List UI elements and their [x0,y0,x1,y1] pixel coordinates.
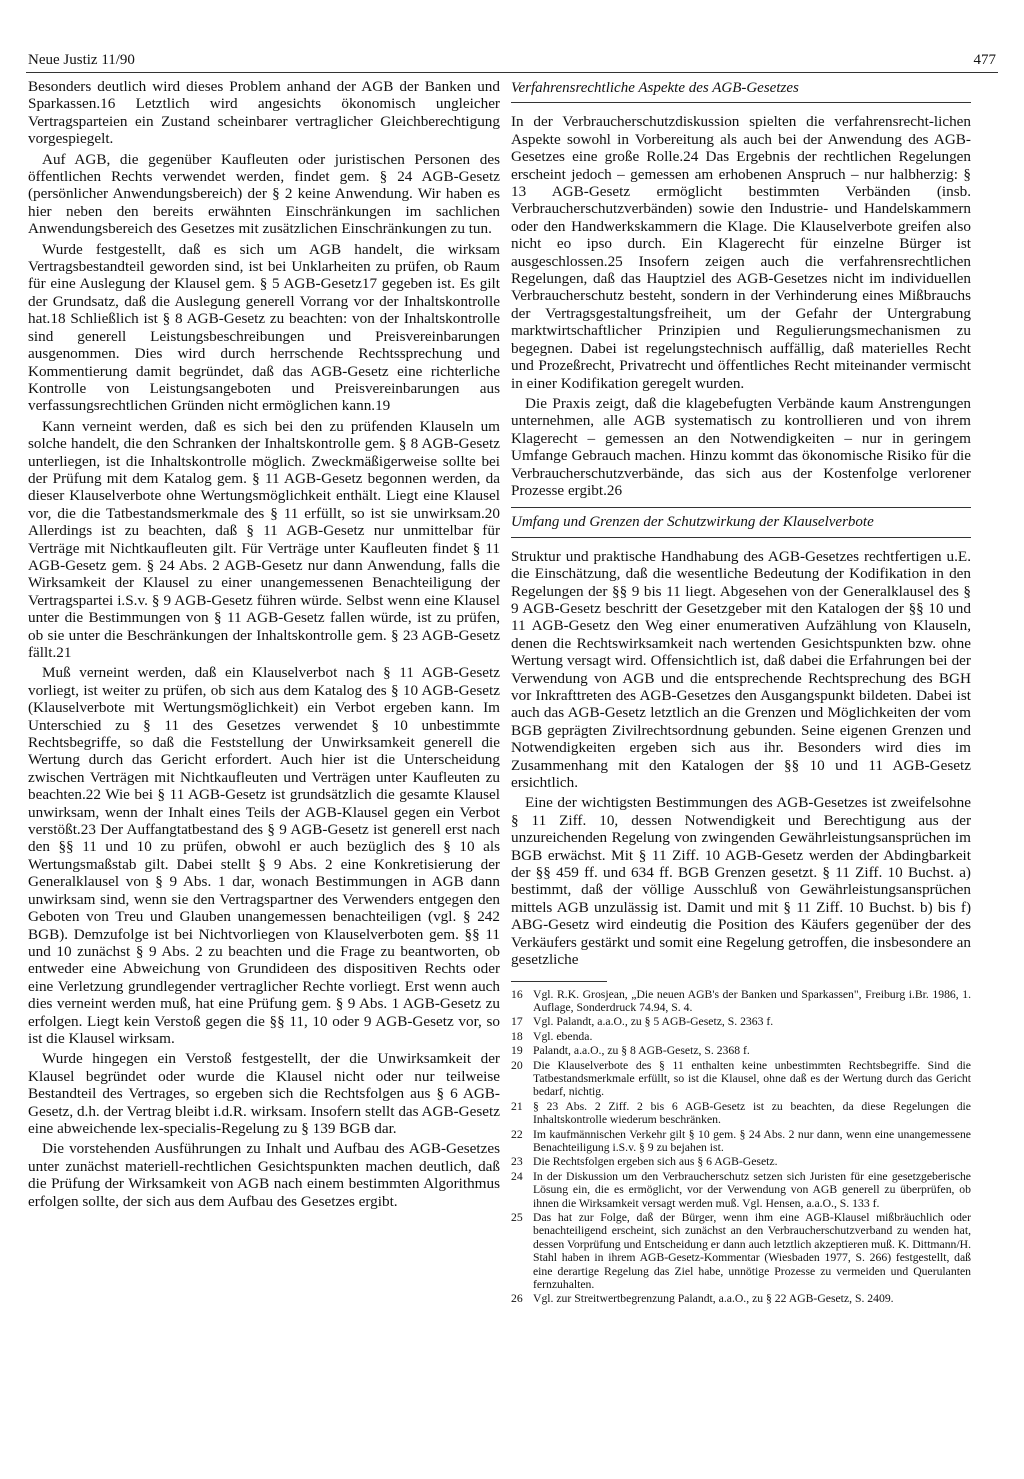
paragraph: Besonders deutlich wird dieses Problem anhand der AGB der Banken und Sparkassen.16 Letztlich wird angesichts ökonomisch ungleicher Vertragsparteien ein Zustand scheinbarer vertraglicher Gleichberechtigung vorgespiegelt. [28,78,500,148]
paragraph: Muß verneint werden, daß ein Klauselverbot nach § 11 AGB-Gesetz vorliegt, ist weiter zu prüfen, ob sich aus dem Katalog des § 10 AGB-Gesetz (Klauselverbote mit Wertungsmöglichkeit) ein Verbot ergeben kann. Im Unterschied zu § 11 des Gesetzes verwendet § 10 unbestimmte Rechtsbegriffe, so daß die Feststellung der Unwirksamkeit generell die Wertung durch das Gericht erfordert. Auch hier ist die Unterscheidung zwischen Verträgen mit Nichtkaufleuten und Verträgen unter Kaufleuten zu beachten.22 Wie bei § 11 AGB-Gesetz ist grundsätzlich die gesamte Klausel unwirksam, wenn der Inhalt eines Teils der AGB-Klausel gegen ein Verbot verstößt.23 Der Auffangtatbestand des § 9 AGB-Gesetz ist generell erst nach den §§ 11 und 10 zu prüfen, obwohl er auch bezüglich des § 10 als Wertungsmaßstab gilt. Dabei stellt § 9 Abs. 2 eine Konkretisierung der Generalklausel von § 9 Abs. 1 dar, wonach Bestimmungen in AGB dann unwirksam sind, wenn sie den Vertragspartner des Verwenders entgegen den Geboten von Treu und Glauben unangemessen benachteiligen (vgl. § 242 BGB). Demzufolge ist bei Nichtvorliegen von Klauselverboten gem. §§ 11 und 10 zunächst § 9 Abs. 2 zu beachten und die Frage zu beantworten, ob entweder eine Abweichung von Grundideen des dispositiven Rechts oder eine Verletzung grundlegender vertraglicher Rechte vorliegt. Erst wenn auch dies verneint werden muß, hat eine Prüfung gem. § 9 Abs. 1 AGB-Gesetz zu erfolgen. Liegt kein Verstoß gegen die §§ 11, 10 oder 9 AGB-Gesetz vor, so ist die Klausel wirksam. [28,664,500,1047]
section-heading: Umfang und Grenzen der Schutzwirkung der Klauselverbote [511,507,971,537]
footnote: 21 § 23 Abs. 2 Ziff. 2 bis 6 AGB-Gesetz ist zu beachten, da diese Regelungen die Inhaltskontrolle wiederum beschränken. [511,1099,971,1127]
left-column [28,78,500,1213]
right-column [511,78,971,1307]
paragraph: Wurde hingegen ein Verstoß festgestellt, der die Unwirksamkeit der Klausel begründet oder wurde die Klausel nicht oder nur teilweise Bestandteil des Vertrages, so ergeben sich die Rechtsfolgen aus § 6 AGB-Gesetz, d.h. der Vertrag bleibt i.d.R. wirksam. Insofern stellt das AGB-Gesetz eine abweichende lex-specialis-Regelung zu § 139 BGB dar. [28,1050,500,1137]
paragraph: Die vorstehenden Ausführungen zu Inhalt und Aufbau des AGB-Gesetzes unter zunächst materiell-rechtlichen Gesichtspunkten machen deutlich, daß die Prüfung der Wirksamkeit von AGB nach einem bestimmten Algorithmus erfolgen sollte, der sich aus dem Aufbau des Gesetzes ergibt. [28,1140,500,1210]
footnote: 19 Palandt, a.a.O., zu § 8 AGB-Gesetz, S. 2368 f. [511,1044,750,1058]
section-heading: Verfahrensrechtliche Aspekte des AGB-Gesetzes [511,78,971,103]
footnote: 25 Das hat zur Folge, daß der Bürger, wenn ihm eine AGB-Klausel mißbräuchlich oder benachteiligend erscheint, sich zunächst an den Verbraucherschutzverband zu wenden hat, dessen Vorprüfung und Entscheidung er dann auch letztlich akzeptieren muß. K. Dittmann/H. Stahl haben in ihrem AGB-Gesetz-Kommentar (Wiesbaden 1977, S. 266) festgestellt, daß eine derartige Regelung das Ziel habe, unnötige Prozesse zu vermeiden und Querulanten fernzuhalten. [511,1211,971,1292]
footnote: 17 Vgl. Palandt, a.a.O., zu § 5 AGB-Gesetz, S. 2363 f. [511,1015,774,1029]
footnote: 18 Vgl. ebenda. [511,1029,593,1043]
paragraph: Auf AGB, die gegenüber Kaufleuten oder juristischen Personen des öffentlichen Rechts verwendet werden, findet gem. § 24 AGB-Gesetz (persönlicher Anwendungsbereich) der § 2 keine Anwendung. Wir haben es hier neben den bereits erwähnten Einschränkungen im sachlichen Anwendungsbereich des Gesetzes mit zusätzlichen Einschränkungen zu tun. [28,150,500,238]
footnotes [511,977,971,1306]
paragraph: Struktur und praktische Handhabung des AGB-Gesetzes rechtfertigen u.E. die Einschätzung, daß die wesentliche Bedeutung der Kodifikation in den Regelungen der §§ 9 bis 11 liegt. Abgesehen von der Generalklausel des § 9 AGB-Gesetz beschritt der Gesetzgeber mit den Katalogen der §§ 10 und 11 AGB-Gesetz den Weg einer enumerativen Aufzählung von Klauseln, denen die Rechtswirksamkeit nach wertenden Gesichtspunkten bzw. ohne Wertung versagt wird. Offensichtlich ist, daß dabei die Erfahrungen bei der Verwendung von AGB und die entsprechende Rechtsprechung des BGH vor Inkrafttreten des AGB-Gesetzes den Ausgangspunkt bildeten. Dabei ist auch das AGB-Gesetz letztlich an die Grenzen und Möglichkeiten der vom BGB geprägten Zivilrechtsordnung gebunden. Seine eigenen Grenzen und Notwendigkeiten ergeben sich aus ihr. Besonders wird dies im Zusammenhang mit den Katalogen der §§ 10 und 11 AGB-Gesetz ersichtlich. [511,547,971,792]
paragraph: Kann verneint werden, daß es sich bei den zu prüfenden Klauseln um solche handelt, die den Schranken der Inhaltskontrolle gem. § 8 AGB-Gesetz unterliegen, ist die Inhaltskontrolle möglich. Zweckmäßigerweise sollte bei der Prüfung mit dem Katalog gem. § 11 AGB-Gesetz begonnen werden, da dieser Klauselverbote ohne Wertungsmöglichkeit enthält. Liegt eine Klausel vor, die die Tatbestandsmerkmale des § 11 erfüllt, so ist sie unwirksam.20 Allerdings ist zu beachten, daß § 11 AGB-Gesetz nur unmittelbar für Verträge mit Nichtkaufleuten gilt. Für Verträge unter Kaufleuten findet § 11 AGB-Gesetz gem. § 24 Abs. 2 AGB-Gesetz nur dann Anwendung, falls die Wirksamkeit der Klausel zu einer unangemessenen Benachteiligung der Vertragspartei i.S.v. § 9 AGB-Gesetz führen würde. Selbst wenn eine Klausel unter die Bestimmungen von § 11 AGB-Gesetz fallen würde, ist zu prüfen, ob sie unter die Beschränkungen der Inhaltskontrolle gem. § 23 AGB-Gesetz fällt.21 [28,417,500,661]
footnote: 20 Die Klauselverbote des § 11 enthalten keine unbestimmten Rechtsbegriffe. Sind die Tatbestandsmerkmale erfüllt, so ist die Klausel, ohne daß es der Wertung durch das Gericht bedarf, nichtig. [511,1058,971,1099]
footnote-rule [511,981,607,982]
page-number: 477 [973,52,996,68]
footnote: 22 Im kaufmännischen Verkehr gilt § 10 gem. § 24 Abs. 2 nur dann, wenn eine unangemessene Benachteiligung i.S.v. § 9 zu bejahen ist. [511,1127,971,1154]
footnote: 26 Vgl. zur Streitwertbegrenzung Palandt, a.a.O., zu § 22 AGB-Gesetz, S. 2409. [511,1292,894,1306]
footnote: 23 Die Rechtsfolgen ergeben sich aus § 6 AGB-Gesetz. [511,1155,778,1169]
footnote: 16 Vgl. R.K. Grosjean, „Die neuen AGB's der Banken und Sparkassen", Freiburg i.Br. 1986, 1. Auflage, Sonderdruck 74.94, S. 4. [511,987,971,1014]
paragraph: Wurde festgestellt, daß es sich um AGB handelt, die wirksam Vertragsbestandteil geworden sind, ist bei Unklarheiten zu prüfen, ob Raum für eine Auslegung der Klausel gem. § 5 AGB-Gesetz17 gegeben ist. Es gilt der Grundsatz, daß die Auslegung generell Vorrang vor der Inhaltskontrolle hat.18 Schließlich ist § 8 AGB-Gesetz zu beachten: von der Inhaltskontrolle sind generell Leistungsbeschreibungen und Preisvereinbarungen ausgenommen. Dies wird durch herrschende Rechtssprechung und Kommentierung damit begründet, daß das AGB-Gesetz eine richterliche Kontrolle von Leistungsangeboten und Preisvereinbarungen aus verfassungsrechtlichen Gründen nicht ermöglichen kann.19 [28,240,500,415]
paragraph: Die Praxis zeigt, daß die klagebefugten Verbände kaum Anstrengungen unternehmen, alle AGB systematisch zu kontrollieren und von ihrem Klagerecht – gemessen an den Notwendigkeiten – nur in geringem Umfange Gebrauch machen. Hinzu kommt das ökonomische Risiko für die Verbraucherschutzverbände, das sich aus der Kostenfolge verlorener Prozesse ergibt.26 [511,394,971,499]
paragraph: Eine der wichtigsten Bestimmungen des AGB-Gesetzes ist zweifelsohne § 11 Ziff. 10, dessen Notwendigkeit und Berechtigung aus der unzureichenden Regelung von zwingenden Gewährleistungsansprüchen im BGB erwächst. Mit § 11 Ziff. 10 AGB-Gesetz werden der Abdingbarkeit der §§ 459 ff. und 634 ff. BGB Grenzen gesetzt. § 11 Ziff. 10 Buchst. a) bestimmt, daß der völlige Ausschluß von Gewährleistungsansprüchen mittels AGB unzulässig ist. Damit und mit § 11 Ziff. 10 Buchst. b) bis f) ABG-Gesetz wird eindeutig die Position des Käufers gegenüber der des Verkäufers gestärkt und somit eine Regelung getroffen, die insbesondere an gesetzliche [511,794,971,969]
paragraph: In der Verbraucherschutzdiskussion spielten die verfahrensrecht-lichen Aspekte sowohl in Vorbereitung als auch bei der Anwendung des AGB-Gesetzes eine große Rolle.24 Das Ergebnis der rechtlichen Regelungen erscheint jedoch – gemessen am erhobenen Anspruch – nur halbherzig: § 13 AGB-Gesetz ermöglicht bestimmten Verbänden (insb. Verbraucherschutzverbänden) sowie den Industrie- und Handelskammern oder den Handwerkskammern die Klage. Die Klauselverbote greifen also nicht eo ipso durch. Ein Klagerecht für einzelne Bürger ist ausgeschlossen.25 Insofern zeigen auch die verfahrensrechtlichen Regelungen, daß das Hauptziel des AGB-Gesetzes nicht im individuellen Verbraucherschutz besteht, sondern in der Verhinderung eines Mißbrauchs der Vertragsgestaltungsfreiheit, um der Gefahr der Untergrabung marktwirtschaftlicher Prinzipien und Regulierungsmechanismen zu begegnen. Dabei ist regelungstechnisch auffällig, daß materielles Recht und Prozeßrecht, Privatrecht und öffentliches Recht miteinander vermischt in einer Kodifikation geregelt wurden. [511,113,971,392]
footnote: 24 In der Diskussion um den Verbraucherschutz setzen sich Juristen für eine gesetzgeberische Lösung ein, die es ermöglicht, vor der Verwendung von AGB generell zu überprüfen, ob ihnen die Wirksamkeit versagt werden muß. Vgl. Hensen, a.a.O., S. 133 f. [511,1169,971,1210]
journal-title: Neue Justiz 11/90 [28,52,135,68]
page-header [26,50,998,73]
